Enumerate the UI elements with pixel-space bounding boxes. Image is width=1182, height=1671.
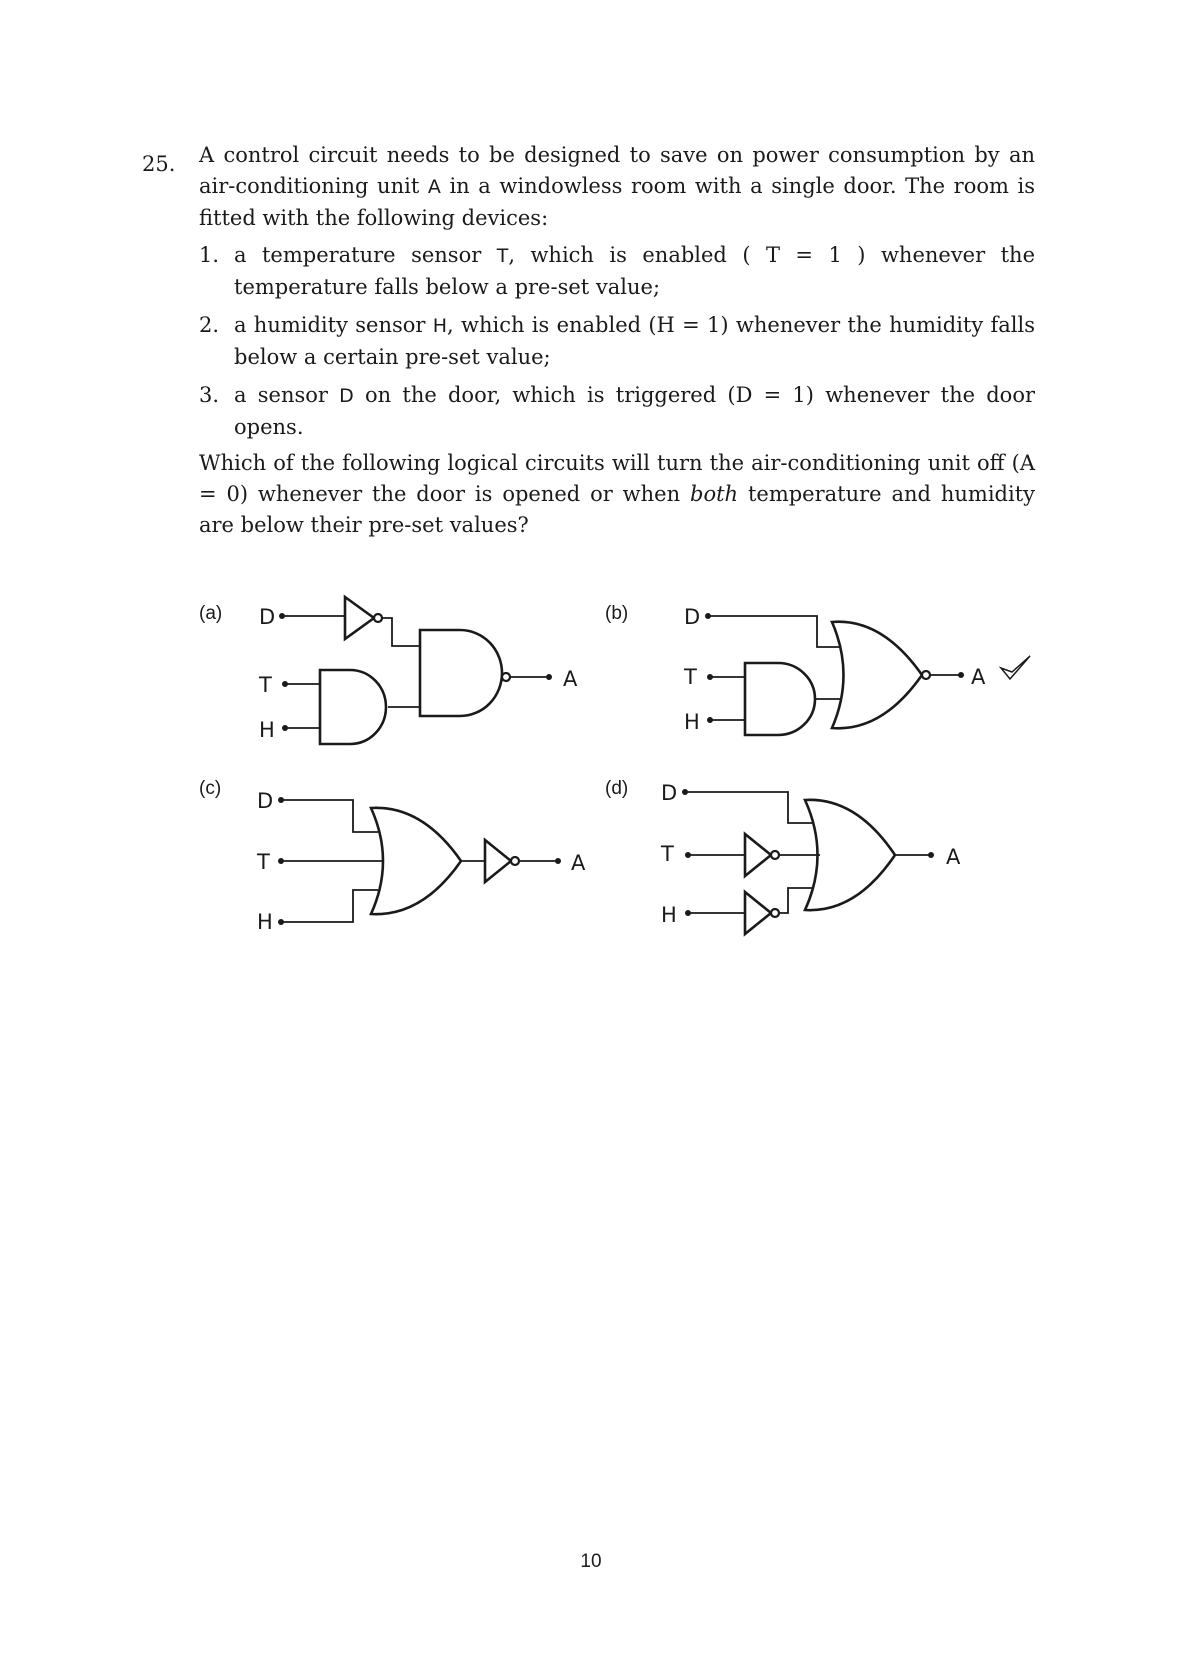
input-d-label: D [661, 781, 678, 805]
terminal [928, 852, 934, 858]
input-d-label: D [684, 605, 701, 629]
list-item: 1. a temperature sensor T, which is enabled ( T = 1 ) whenever the temperature falls below a pre-set value; [199, 243, 1035, 299]
input-h-label: H [257, 910, 273, 934]
input-h-label: H [661, 903, 677, 927]
option-d-label[interactable]: (d) [605, 778, 629, 799]
input-t-label: T [684, 665, 697, 689]
input-h-label: H [684, 710, 700, 734]
option-c-label[interactable]: (c) [199, 778, 222, 799]
question-intro: A control circuit needs to be designed to save on power consumption by an air-conditioning unit A in a windowless room with a single door. The room is fitted with the following devices: [199, 143, 1035, 230]
output-a-label: A [946, 845, 961, 869]
question-number: 25. [142, 152, 176, 176]
page-number: 10 [580, 1551, 602, 1572]
output-a-label: A [971, 665, 986, 689]
input-h-label: H [259, 718, 275, 742]
not-gate [745, 834, 771, 876]
option-b-label[interactable]: (b) [605, 603, 629, 624]
input-t-label: T [661, 842, 674, 866]
input-t-label: T [257, 850, 270, 874]
input-t-label: T [259, 673, 272, 697]
option-a-label[interactable]: (a) [199, 603, 223, 624]
output-a-label: A [571, 851, 586, 875]
input-d-label: D [257, 789, 274, 813]
not-gate [745, 892, 771, 934]
output-a-label: A [563, 667, 578, 691]
or-gate [805, 800, 895, 910]
input-d-label: D [259, 605, 276, 629]
list-item: 2. a humidity sensor H, which is enabled (H = 1) whenever the humidity falls below a certain pre-set value; [199, 313, 1036, 369]
list-item: 3. a sensor D on the door, which is triggered (D = 1) whenever the door opens. [199, 383, 1035, 439]
question-prompt: Which of the following logical circuits will turn the air-conditioning unit off (A = 0) whenever the door is opened or when both temperature and humidity are below their pre-set values? [199, 451, 1035, 537]
